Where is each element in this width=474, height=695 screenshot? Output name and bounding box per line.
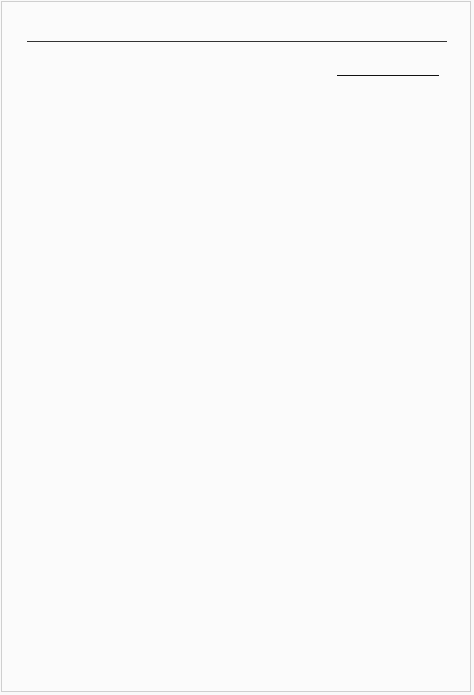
delivery-date-cell[interactable] xyxy=(385,271,446,291)
date-field[interactable] xyxy=(337,75,439,76)
total-due-field[interactable] xyxy=(349,611,446,631)
title-divider xyxy=(27,41,447,42)
form-sheet xyxy=(1,1,471,692)
shipping-terms-cell[interactable] xyxy=(207,271,384,291)
shipping-method-cell[interactable] xyxy=(28,271,206,291)
sales-tax-field[interactable] xyxy=(349,632,446,652)
total-field[interactable] xyxy=(349,653,446,673)
